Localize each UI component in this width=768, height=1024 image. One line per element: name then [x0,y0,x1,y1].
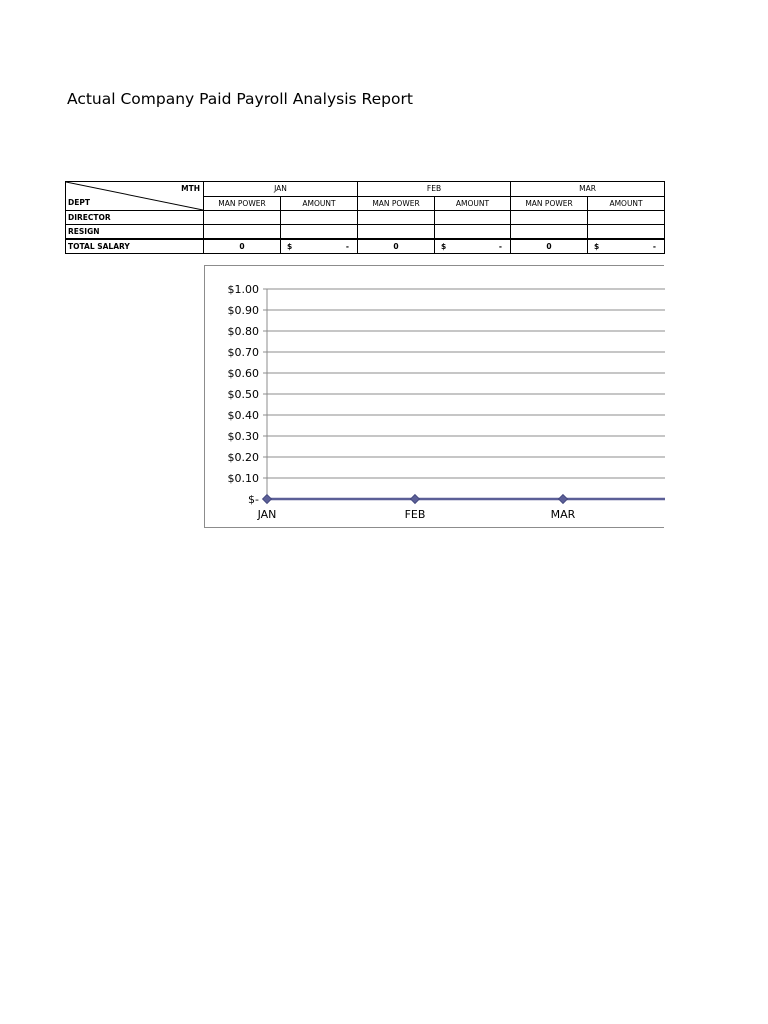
table-cell [281,211,358,225]
table-cell [588,211,665,225]
x-tick-label: FEB [404,508,426,521]
amount-value: - [345,242,350,251]
feb-total-amount [435,239,511,254]
table-cell [511,211,588,225]
jan-amount-header: AMOUNT [281,196,358,211]
feb-manpower-header: MAN POWER [358,196,435,211]
table-cell [204,225,281,240]
y-tick-label: $0.70 [227,346,259,359]
table-row [66,225,665,240]
payroll-line-chart [204,265,664,528]
x-tick-label: JAN [257,508,277,521]
mar-amount-header: AMOUNT [588,196,665,211]
table-cell [281,225,358,240]
jan-total-manpower: 0 [204,239,281,254]
mth-label: MTH [181,184,200,193]
table-row [66,211,665,225]
table-cell [435,211,511,225]
table-cell [358,225,435,240]
y-tick-label: $0.40 [227,409,259,422]
row-label-director: DIRECTOR [66,211,204,225]
amount-value: - [652,242,657,251]
amount-value: - [498,242,503,251]
report-title: Actual Company Paid Payroll Analysis Report [67,90,413,108]
month-header-mar: MAR [511,182,665,197]
data-point-marker [263,495,272,504]
table-header-row [66,182,665,197]
mar-total-amount [588,239,665,254]
chart-canvas [205,266,665,529]
table-cell [435,225,511,240]
table-cell [204,211,281,225]
y-tick-label: $0.20 [227,451,259,464]
row-label-total-salary: TOTAL SALARY [66,239,204,254]
y-tick-label: $0.50 [227,388,259,401]
currency-symbol: $ [594,242,600,251]
jan-total-amount [281,239,358,254]
y-tick-label: $0.30 [227,430,259,443]
y-tick-label: $0.10 [227,472,259,485]
data-point-marker [411,495,420,504]
table-cell [358,211,435,225]
feb-total-manpower: 0 [358,239,435,254]
y-tick-label: $0.80 [227,325,259,338]
currency-symbol: $ [441,242,447,251]
jan-manpower-header: MAN POWER [204,196,281,211]
mar-manpower-header: MAN POWER [511,196,588,211]
row-label-resign: RESIGN [66,225,204,240]
data-point-marker [559,495,568,504]
payroll-table [65,181,665,254]
x-tick-label: MAR [550,508,576,521]
table-cell [511,225,588,240]
corner-header-cell [66,182,204,211]
currency-symbol: $ [287,242,293,251]
y-tick-label: $0.90 [227,304,259,317]
dept-label: DEPT [68,198,90,207]
table-cell [588,225,665,240]
month-header-feb: FEB [358,182,511,197]
month-header-jan: JAN [204,182,358,197]
y-tick-label: $0.60 [227,367,259,380]
total-salary-row [66,239,665,254]
feb-amount-header: AMOUNT [435,196,511,211]
y-tick-label: $- [248,493,259,506]
y-tick-label: $1.00 [227,283,259,296]
mar-total-manpower: 0 [511,239,588,254]
